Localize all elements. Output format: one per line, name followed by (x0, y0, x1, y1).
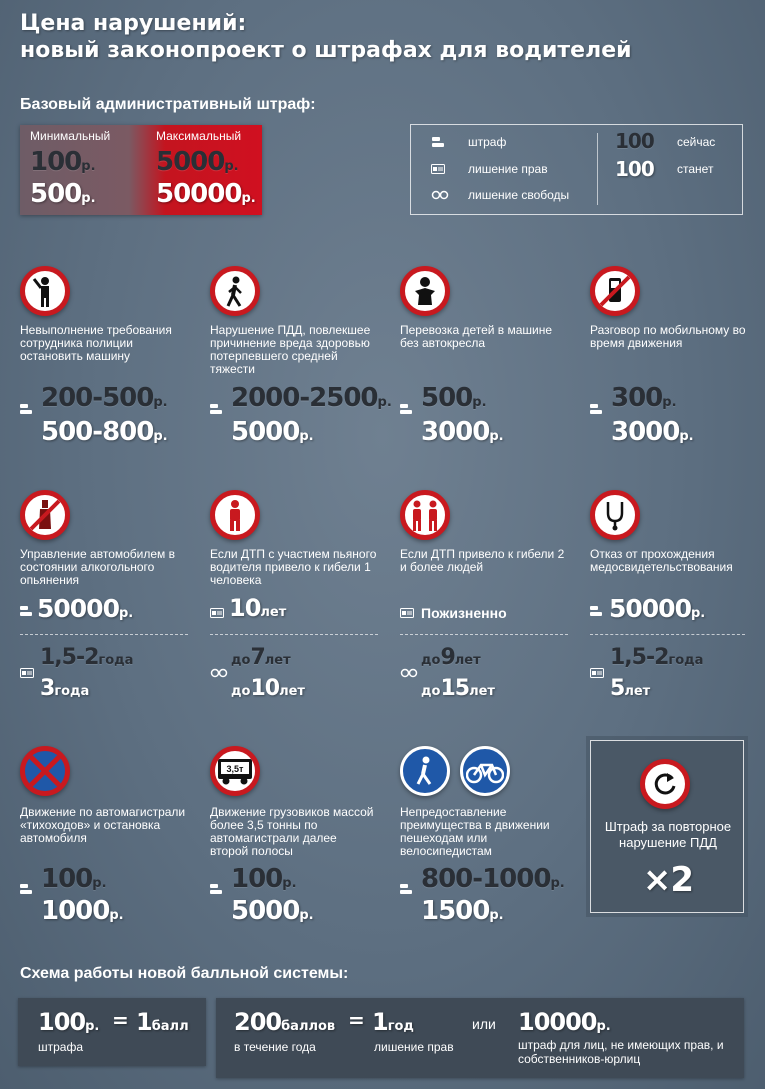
min-label: Минимальный (30, 129, 111, 143)
points-heading: Схема работы новой балльной системы: (20, 965, 349, 982)
legend-license: лишение прав (468, 162, 548, 176)
fine-new: 1500р. (421, 896, 504, 926)
points-or: или (472, 1016, 496, 1032)
points-result-2: 1год (372, 1008, 414, 1036)
min-new: 500р. (30, 179, 96, 209)
fine-value: 50000р. (37, 594, 134, 623)
fine-new: 1000р. (41, 896, 124, 926)
license-card-icon (431, 164, 445, 174)
points-result-1: 1балл (136, 1008, 189, 1036)
coins-icon (400, 884, 414, 896)
max-label: Максимальный (156, 129, 242, 143)
fine-now: 300р. (611, 383, 677, 413)
coins-icon (400, 404, 414, 416)
violation-text-slow-vehicles: Движение по автомагистрали «тихоходов» и остановка автомобиля (20, 805, 186, 845)
violation-text-alcohol: Управление автомобилем в состоянии алкогольного опьянения (20, 547, 175, 587)
bottle-icon (20, 490, 70, 540)
max-now: 5000р. (156, 147, 239, 177)
violation-text-multiple-deaths: Если ДТП привело к гибели 2 и более людей (400, 547, 565, 574)
police-officer-icon (20, 266, 70, 316)
fine-now: 500р. (421, 383, 487, 413)
jail-new: до10лет (231, 676, 305, 701)
license-now: 1,5-2года (40, 645, 134, 670)
title-line-1: Цена нарушений: (20, 11, 247, 36)
violation-text-child-seat: Перевозка детей в машине без автокресла (400, 323, 553, 350)
max-new: 50000р. (156, 179, 256, 209)
points-panel-2 (216, 998, 744, 1078)
no-stopping-sign-icon (20, 746, 70, 796)
divider (400, 634, 568, 635)
fine-now: 100р. (41, 864, 107, 894)
coins-icon (432, 137, 446, 149)
legend-freedom: лишение свободы (468, 188, 570, 202)
coins-icon (210, 884, 224, 896)
coins-icon (20, 404, 34, 416)
divider (20, 634, 188, 635)
license-card-icon (590, 668, 604, 678)
legend-fine: штраф (468, 135, 507, 149)
license-now: 1,5-2года (610, 645, 704, 670)
handcuffs-icon (210, 668, 228, 678)
truck-icon (210, 746, 260, 796)
license-card-icon (210, 608, 224, 618)
fine-value: 50000р. (609, 594, 706, 623)
violation-text-medical-refusal: Отказ от прохождения медосвидетельствования (590, 547, 733, 574)
points-caption-2a: в течение года (234, 1040, 316, 1054)
base-fine-box (20, 125, 262, 215)
fine-now: 2000-2500р. (231, 383, 392, 413)
fine-new: 3000р. (421, 417, 504, 447)
points-caption-2b: лишение прав (374, 1040, 454, 1054)
bicycle-sign-icon (460, 746, 510, 796)
legend-new-value: 100 (615, 157, 654, 181)
truck-weight-label: 3,5т (226, 764, 244, 774)
points-value-1: 100р. (38, 1008, 100, 1036)
license-card-icon (20, 668, 34, 678)
repeat-text: Штраф за повторное нарушение ПДД (604, 819, 732, 850)
jail-now: до9лет (421, 645, 481, 670)
min-now: 100р. (30, 147, 96, 177)
divider (210, 634, 378, 635)
points-caption-1: штрафа (38, 1040, 84, 1054)
license-card-icon (400, 608, 414, 618)
fine-now: 100р. (231, 864, 297, 894)
violation-text-police: Невыполнение требования сотрудника полиции остановить машину (20, 323, 172, 363)
license-lifetime: Пожизненно (421, 605, 507, 621)
violation-text-injury: Нарушение ПДД, повлекшее причинение вреда здоровью потерпевшего средней тяжести (210, 323, 371, 376)
coins-icon (20, 606, 34, 618)
child-icon (400, 266, 450, 316)
mobile-phone-icon (590, 266, 640, 316)
pedestrian-icon (210, 266, 260, 316)
fine-new: 500-800р. (41, 417, 168, 447)
coins-icon (590, 606, 604, 618)
divider (590, 634, 745, 635)
points-value-2: 200баллов (234, 1008, 336, 1036)
fine-new: 3000р. (611, 417, 694, 447)
pedestrian-crossing-sign-icon (400, 746, 450, 796)
fine-new: 5000р. (231, 896, 314, 926)
legend-new-label: станет (677, 162, 714, 176)
jail-new: до15лет (421, 676, 495, 701)
legend (410, 124, 743, 215)
violation-text-trucks: Движение грузовиков массой более 3,5 тонны по автомагистрали далее второй полосы (210, 805, 374, 858)
stethoscope-icon (590, 490, 640, 540)
coins-icon (210, 404, 224, 416)
license-new: 5лет (610, 676, 651, 701)
legend-now-value: 100 (615, 129, 654, 153)
legend-divider (597, 133, 598, 205)
fine-now: 200-500р. (41, 383, 168, 413)
repeat-violation-box (590, 740, 744, 913)
base-fine-heading: Базовый административный штраф: (20, 96, 316, 113)
jail-now: до7лет (231, 645, 291, 670)
violation-text-drunk-death: Если ДТП с участием пьяного водителя привело к гибели 1 человека (210, 547, 377, 587)
title-line-2: новый законопроект о штрафах для водителей (20, 38, 632, 63)
repeat-arrow-icon (640, 759, 690, 809)
coins-icon (590, 404, 604, 416)
fine-new: 5000р. (231, 417, 314, 447)
repeat-multiplier: ×2 (642, 860, 694, 900)
two-persons-icon (400, 490, 450, 540)
handcuffs-icon (400, 668, 418, 678)
person-icon (210, 490, 260, 540)
legend-now-label: сейчас (677, 135, 716, 149)
points-value-3: 10000р. (518, 1008, 611, 1036)
license-value: 10лет (229, 594, 287, 622)
violation-text-right-of-way: Непредоставление преимущества в движении пешеходам или велосипедистам (400, 805, 550, 858)
points-equals-2: = (348, 1008, 364, 1032)
points-equals-1: = (112, 1008, 128, 1032)
handcuffs-icon (431, 190, 449, 200)
points-panel-1 (18, 998, 206, 1066)
coins-icon (20, 884, 34, 896)
violation-text-phone: Разговор по мобильному во время движения (590, 323, 746, 350)
fine-now: 800-1000р. (421, 864, 565, 894)
license-new: 3года (40, 676, 90, 701)
page-title (20, 10, 632, 64)
points-caption-3: штраф для лиц, не имеющих прав, и собственников-юрлиц (518, 1038, 724, 1066)
